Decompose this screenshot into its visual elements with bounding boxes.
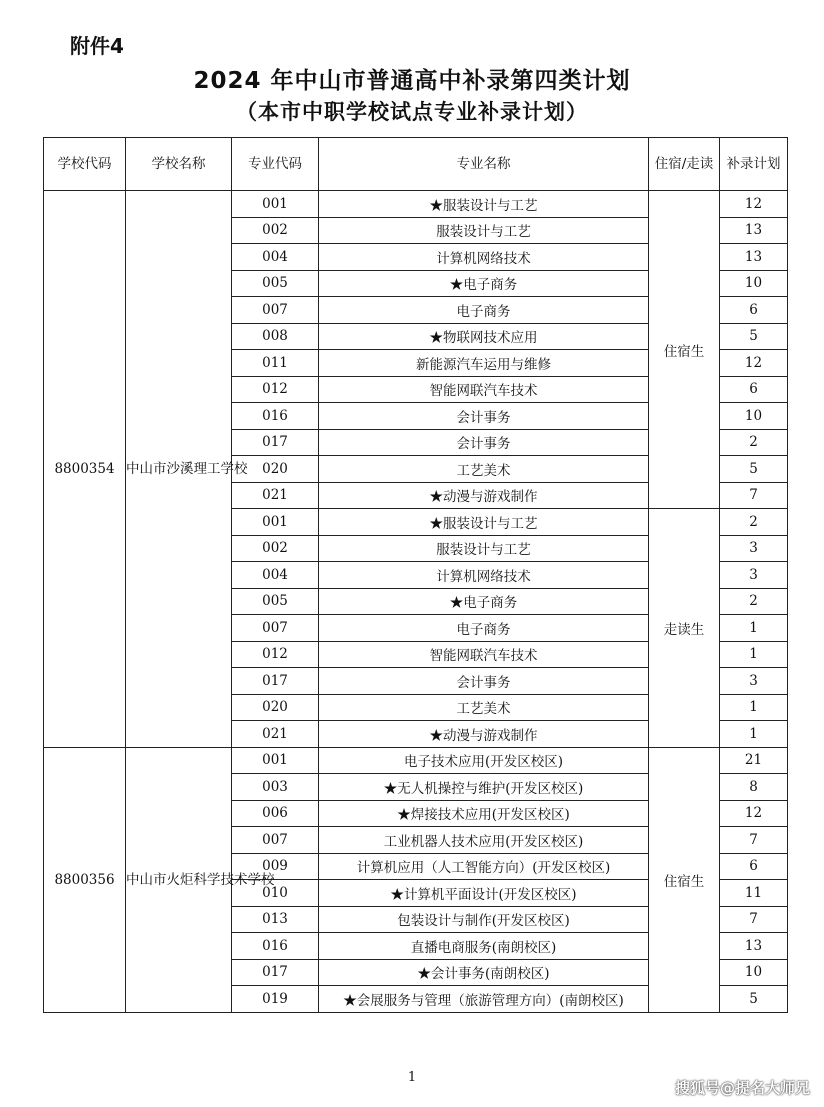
header-quota: 补录计划 [720,138,788,191]
quota-cell: 1 [720,694,788,721]
major-name-cell: 电子商务 [319,615,649,642]
major-name-cell: ★焊接技术应用(开发区校区) [319,800,649,827]
quota-cell: 12 [720,350,788,377]
quota-cell: 13 [720,244,788,271]
major-name-cell: ★电子商务 [319,270,649,297]
quota-cell: 13 [720,933,788,960]
major-code-cell: 017 [232,429,319,456]
major-name-cell: 电子技术应用(开发区校区) [319,747,649,774]
major-name-cell: ★电子商务 [319,588,649,615]
major-code-cell: 020 [232,694,319,721]
quota-cell: 6 [720,853,788,880]
major-code-cell: 009 [232,853,319,880]
major-name-cell: ★会计事务(南朗校区) [319,959,649,986]
quota-cell: 10 [720,270,788,297]
major-name-cell: 智能网联汽车技术 [319,376,649,403]
quota-cell: 12 [720,191,788,218]
quota-cell: 1 [720,641,788,668]
header-school-name: 学校名称 [126,138,232,191]
major-code-cell: 012 [232,376,319,403]
major-name-cell: 计算机网络技术 [319,244,649,271]
major-code-cell: 001 [232,747,319,774]
major-name-cell: 会计事务 [319,429,649,456]
major-name-cell: 工艺美术 [319,694,649,721]
major-name-cell: ★动漫与游戏制作 [319,721,649,748]
major-code-cell: 010 [232,880,319,907]
major-code-cell: 001 [232,191,319,218]
quota-cell: 7 [720,906,788,933]
header-boarding: 住宿/走读 [649,138,720,191]
school-code-cell: 8800356 [44,747,126,1012]
boarding-cell: 住宿生 [649,747,720,1012]
major-code-cell: 002 [232,217,319,244]
major-code-cell: 006 [232,800,319,827]
quota-cell: 1 [720,721,788,748]
major-code-cell: 021 [232,721,319,748]
document-subtitle: （本市中职学校试点专业补录计划） [236,100,588,124]
major-name-cell: ★服装设计与工艺 [319,509,649,536]
major-name-cell: 智能网联汽车技术 [319,641,649,668]
major-code-cell: 013 [232,906,319,933]
major-name-cell: 服装设计与工艺 [319,217,649,244]
major-name-cell: 包装设计与制作(开发区校区) [319,906,649,933]
major-name-cell: 电子商务 [319,297,649,324]
quota-cell: 5 [720,986,788,1013]
quota-cell: 6 [720,297,788,324]
table-row [44,747,788,774]
enrollment-plan-table [43,137,788,1013]
major-code-cell: 017 [232,668,319,695]
major-name-cell: ★计算机平面设计(开发区校区) [319,880,649,907]
quota-cell: 7 [720,827,788,854]
major-code-cell: 011 [232,350,319,377]
quota-cell: 8 [720,774,788,801]
major-name-cell: 会计事务 [319,668,649,695]
major-code-cell: 019 [232,986,319,1013]
school-name-cell: 中山市火炬科学技术学校 [126,747,232,1012]
page-number: 1 [407,1070,417,1085]
major-code-cell: 003 [232,774,319,801]
major-code-cell: 016 [232,403,319,430]
quota-cell: 3 [720,535,788,562]
major-code-cell: 021 [232,482,319,509]
attachment-label: 附件4 [70,34,124,58]
quota-cell: 21 [720,747,788,774]
major-code-cell: 016 [232,933,319,960]
school-name-cell: 中山市沙溪理工学校 [126,191,232,748]
watermark: 搜狐号@提名大师兄 [674,1079,810,1097]
quota-cell: 11 [720,880,788,907]
header-major-code: 专业代码 [232,138,319,191]
major-code-cell: 005 [232,588,319,615]
boarding-cell: 走读生 [649,509,720,748]
major-name-cell: ★动漫与游戏制作 [319,482,649,509]
major-code-cell: 007 [232,827,319,854]
major-name-cell: ★物联网技术应用 [319,323,649,350]
major-code-cell: 004 [232,244,319,271]
major-name-cell: 直播电商服务(南朗校区) [319,933,649,960]
quota-cell: 7 [720,482,788,509]
major-name-cell: ★无人机操控与维护(开发区校区) [319,774,649,801]
table-body [44,191,788,1013]
major-name-cell: ★服装设计与工艺 [319,191,649,218]
major-code-cell: 007 [232,297,319,324]
quota-cell: 2 [720,429,788,456]
quota-cell: 10 [720,403,788,430]
major-name-cell: 会计事务 [319,403,649,430]
major-code-cell: 012 [232,641,319,668]
table-row [44,191,788,218]
school-code-cell: 8800354 [44,191,126,748]
major-name-cell: 工业机器人技术应用(开发区校区) [319,827,649,854]
quota-cell: 2 [720,509,788,536]
quota-cell: 2 [720,588,788,615]
major-name-cell: 计算机网络技术 [319,562,649,589]
major-code-cell: 017 [232,959,319,986]
major-code-cell: 005 [232,270,319,297]
header-school-code: 学校代码 [44,138,126,191]
document-title: 2024 年中山市普通高中补录第四类计划 [193,68,631,94]
quota-cell: 1 [720,615,788,642]
quota-cell: 5 [720,456,788,483]
major-name-cell: 新能源汽车运用与维修 [319,350,649,377]
major-code-cell: 004 [232,562,319,589]
major-code-cell: 020 [232,456,319,483]
major-name-cell: 工艺美术 [319,456,649,483]
quota-cell: 3 [720,668,788,695]
quota-cell: 12 [720,800,788,827]
major-name-cell: ★会展服务与管理（旅游管理方向）(南朗校区) [319,986,649,1013]
major-name-cell: 计算机应用（人工智能方向）(开发区校区) [319,853,649,880]
quota-cell: 3 [720,562,788,589]
quota-cell: 6 [720,376,788,403]
major-name-cell: 服装设计与工艺 [319,535,649,562]
quota-cell: 13 [720,217,788,244]
table-header-row [44,138,788,191]
boarding-cell: 住宿生 [649,191,720,509]
major-code-cell: 007 [232,615,319,642]
major-code-cell: 002 [232,535,319,562]
quota-cell: 10 [720,959,788,986]
header-major-name: 专业名称 [319,138,649,191]
quota-cell: 5 [720,323,788,350]
major-code-cell: 001 [232,509,319,536]
major-code-cell: 008 [232,323,319,350]
